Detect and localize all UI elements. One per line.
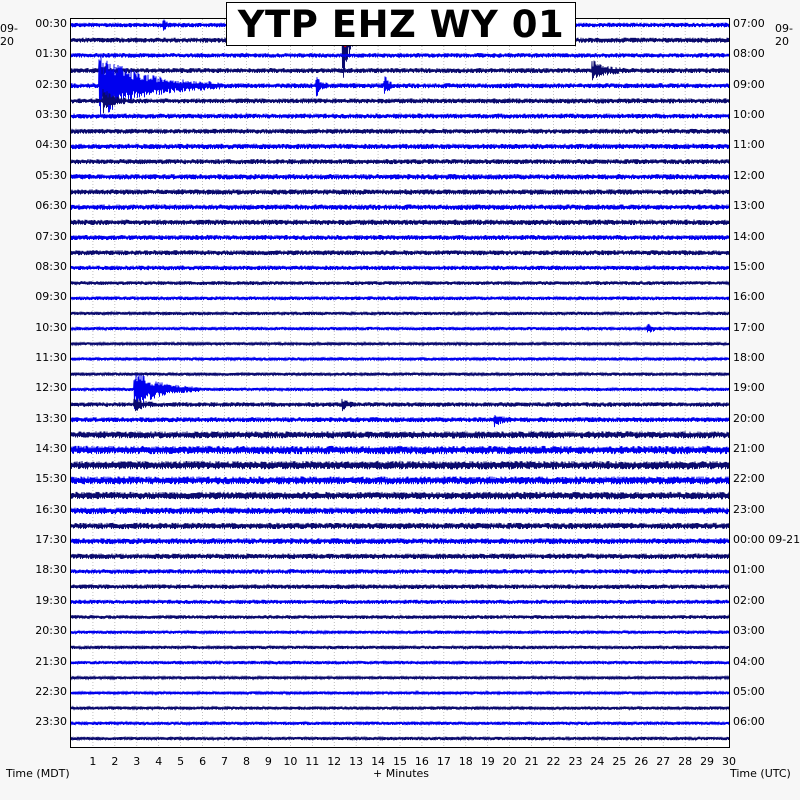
left-time-label: 22:30	[35, 684, 67, 698]
x-tick-label: 24	[590, 755, 605, 768]
right-time-label: 20:00	[733, 411, 765, 425]
x-tick-label: 18	[458, 755, 473, 768]
x-tick-label: 27	[656, 755, 671, 768]
right-axis-title: Time (UTC)	[730, 767, 791, 780]
right-time-label: 11:00	[733, 138, 765, 152]
x-tick-label: 23	[568, 755, 583, 768]
date-left-label: 09-20	[0, 22, 18, 48]
x-tick-label: 20	[502, 755, 517, 768]
x-tick-label: 26	[634, 755, 649, 768]
x-tick-label: 17	[436, 755, 451, 768]
right-time-label: 09:00	[733, 77, 765, 91]
seismic-trace	[71, 584, 729, 589]
seismic-trace	[71, 266, 729, 271]
x-tick-label: 2	[111, 755, 119, 768]
x-tick-label: 3	[133, 755, 141, 768]
seismic-trace	[71, 281, 729, 285]
seismic-trace	[71, 476, 729, 484]
seismic-trace	[71, 538, 729, 544]
left-time-label: 10:30	[35, 320, 67, 334]
left-time-label: 08:30	[35, 259, 67, 273]
right-time-label: 02:00	[733, 593, 765, 607]
seismic-trace	[71, 159, 729, 164]
seismic-trace	[71, 373, 729, 376]
x-tick-label: 13	[349, 755, 364, 768]
seismic-trace	[71, 342, 729, 345]
seismic-trace	[71, 676, 729, 679]
right-time-label: 13:00	[733, 199, 765, 213]
seismic-trace	[71, 554, 729, 559]
seismic-trace	[71, 431, 729, 438]
left-time-label: 13:30	[35, 411, 67, 425]
left-time-label: 11:30	[35, 350, 67, 364]
right-time-label: 16:00	[733, 290, 765, 304]
right-time-label: 01:00	[733, 563, 765, 577]
right-time-label: 22:00	[733, 472, 765, 486]
right-time-label: 05:00	[733, 684, 765, 698]
left-time-label: 00:30	[35, 17, 67, 30]
right-time-label: 10:00	[733, 108, 765, 122]
x-tick-label: 14	[371, 755, 386, 768]
left-time-label: 03:30	[35, 108, 67, 122]
x-tick-label: 25	[612, 755, 627, 768]
seismogram-plot	[70, 18, 730, 748]
left-time-label: 15:30	[35, 472, 67, 486]
left-time-label: 01:30	[35, 47, 67, 61]
left-time-label: 20:30	[35, 624, 67, 638]
x-tick-label: 19	[480, 755, 495, 768]
seismic-trace	[71, 615, 729, 619]
left-time-label: 05:30	[35, 168, 67, 182]
seismic-trace	[71, 296, 729, 300]
seismic-trace	[71, 692, 729, 695]
x-axis-title: + Minutes	[373, 767, 430, 780]
x-tick-label: 16	[414, 755, 429, 768]
x-tick-label: 9	[264, 755, 272, 768]
x-tick-label: 30	[722, 755, 736, 768]
left-time-label: 16:30	[35, 502, 67, 516]
x-tick-label: 15	[393, 755, 407, 768]
x-tick-label: 28	[678, 755, 693, 768]
right-time-label: 15:00	[733, 259, 765, 273]
x-tick-label: 21	[524, 755, 539, 768]
seismic-trace	[71, 646, 729, 649]
right-time-label: 03:00	[733, 624, 765, 638]
seismic-trace	[71, 144, 729, 150]
right-time-label: 17:00	[733, 320, 765, 334]
x-tick-label: 6	[199, 755, 207, 768]
seismic-trace	[71, 461, 729, 469]
right-time-label: 04:00	[733, 654, 765, 668]
left-time-label: 17:30	[35, 533, 67, 547]
seismogram-svg	[71, 19, 729, 747]
right-time-label: 08:00	[733, 47, 765, 61]
x-tick-label: 10	[283, 755, 298, 768]
right-time-label: 19:00	[733, 381, 765, 395]
left-time-label: 23:30	[35, 715, 67, 729]
seismic-trace	[71, 600, 729, 604]
left-time-label: 04:30	[35, 138, 67, 152]
left-time-label: 06:30	[35, 199, 67, 213]
x-tick-label: 1	[89, 755, 97, 768]
right-time-label: 12:00	[733, 168, 765, 182]
left-time-label: 18:30	[35, 563, 67, 577]
left-time-label: 21:30	[35, 654, 67, 668]
x-tick-label: 11	[305, 755, 320, 768]
date-right-label: 09-20	[775, 22, 793, 48]
seismic-trace	[71, 114, 729, 119]
station-title: YTP EHZ WY 01	[226, 2, 576, 46]
seismic-trace	[71, 312, 729, 315]
seismic-trace	[71, 189, 729, 194]
seismic-trace	[71, 204, 729, 210]
left-axis-title: Time (MDT)	[6, 767, 70, 780]
seismic-trace	[71, 492, 729, 500]
seismic-trace	[71, 129, 729, 134]
x-tick-label: 8	[242, 755, 250, 768]
x-tick-label: 4	[155, 755, 163, 768]
left-time-label: 12:30	[35, 381, 67, 395]
right-time-label: 00:00 09-21	[733, 533, 800, 547]
seismic-trace	[71, 53, 729, 58]
right-time-label: 06:00	[733, 715, 765, 729]
right-time-label: 23:00	[733, 502, 765, 516]
x-tick-label: 22	[546, 755, 561, 768]
seismic-trace	[71, 569, 729, 574]
right-time-label: 14:00	[733, 229, 765, 243]
left-time-label: 09:30	[35, 290, 67, 304]
right-time-label: 21:00	[733, 442, 765, 456]
left-time-label: 14:30	[35, 442, 67, 456]
left-time-label: 19:30	[35, 593, 67, 607]
seismic-trace	[71, 631, 729, 634]
seismic-trace	[71, 507, 729, 514]
left-time-label: 02:30	[35, 77, 67, 91]
x-tick-label: 5	[177, 755, 185, 768]
right-time-label: 18:00	[733, 350, 765, 364]
x-tick-label: 12	[327, 755, 342, 768]
x-tick-label: 29	[700, 755, 715, 768]
left-time-label: 07:30	[35, 229, 67, 243]
seismic-trace	[71, 415, 729, 427]
seismic-trace	[71, 357, 729, 360]
x-tick-label: 7	[221, 755, 229, 768]
seismic-trace	[71, 446, 729, 454]
right-time-label: 07:00	[733, 17, 765, 30]
